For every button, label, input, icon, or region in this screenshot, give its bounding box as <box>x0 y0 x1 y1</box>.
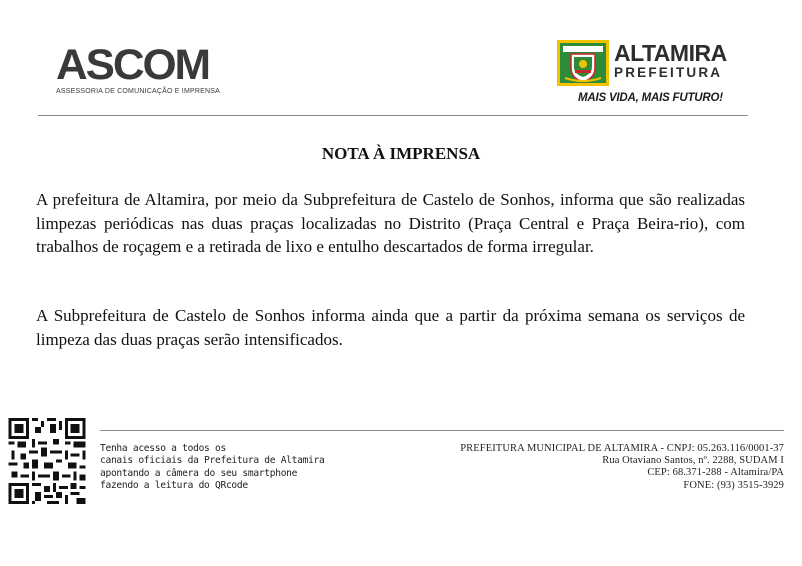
paragraph-2: A Subprefeitura de Castelo de Sonhos informa ainda que a partir da próxima semana os serviços de limpeza das duas praças serão intensificados. <box>36 306 745 349</box>
qr-message-line: fazendo a leitura do QRcode <box>100 479 248 491</box>
qr-message-line: canais oficiais da Prefeitura de Altamira <box>100 455 325 467</box>
qr-message <box>100 443 325 492</box>
ascom-tagline: ASSESSORIA DE COMUNICAÇÃO E IMPRENSA <box>56 88 220 95</box>
prefeitura-logo <box>556 38 746 110</box>
qr-code-icon <box>8 418 86 504</box>
footer-divider <box>100 430 784 431</box>
contact-line-cnpj: PREFEITURA MUNICIPAL DE ALTAMIRA - CNPJ: 05.263.116/0001-37 <box>460 443 784 454</box>
altamira-crest-icon <box>557 40 609 86</box>
qr-message-line: apontando a câmera do seu smartphone <box>100 467 298 479</box>
contact-line-address: Rua Otaviano Santos, nº. 2288, SUDAM I <box>602 455 784 467</box>
prefeitura-label: PREFEITURA <box>614 65 723 80</box>
paragraph-1: A prefeitura de Altamira, por meio da Subprefeitura de Castelo de Sonhos, informa que são realizadas limpezas periódicas nas duas praças localizadas no Distrito (Praça Central e Praça Beira-rio), com trabalhos de roçagem e a retirada de lixo e entulho descartados de forma irregular. <box>36 190 745 256</box>
document-title: NOTA À IMPRENSA <box>321 144 481 163</box>
contact-line-cep: CEP: 68.371-288 - Altamira/PA <box>647 467 784 479</box>
ascom-logo <box>56 41 220 96</box>
prefeitura-name: ALTAMIRA <box>614 40 727 66</box>
contact-info <box>460 443 784 492</box>
prefeitura-motto: MAIS VIDA, MAIS FUTURO! <box>578 92 723 104</box>
ascom-logo-text: ASCOM <box>56 41 210 89</box>
contact-line-phone: FONE: (93) 3515-3929 <box>683 479 784 491</box>
header-divider <box>38 115 748 116</box>
qr-message-line: Tenha acesso a todos os <box>100 443 226 454</box>
